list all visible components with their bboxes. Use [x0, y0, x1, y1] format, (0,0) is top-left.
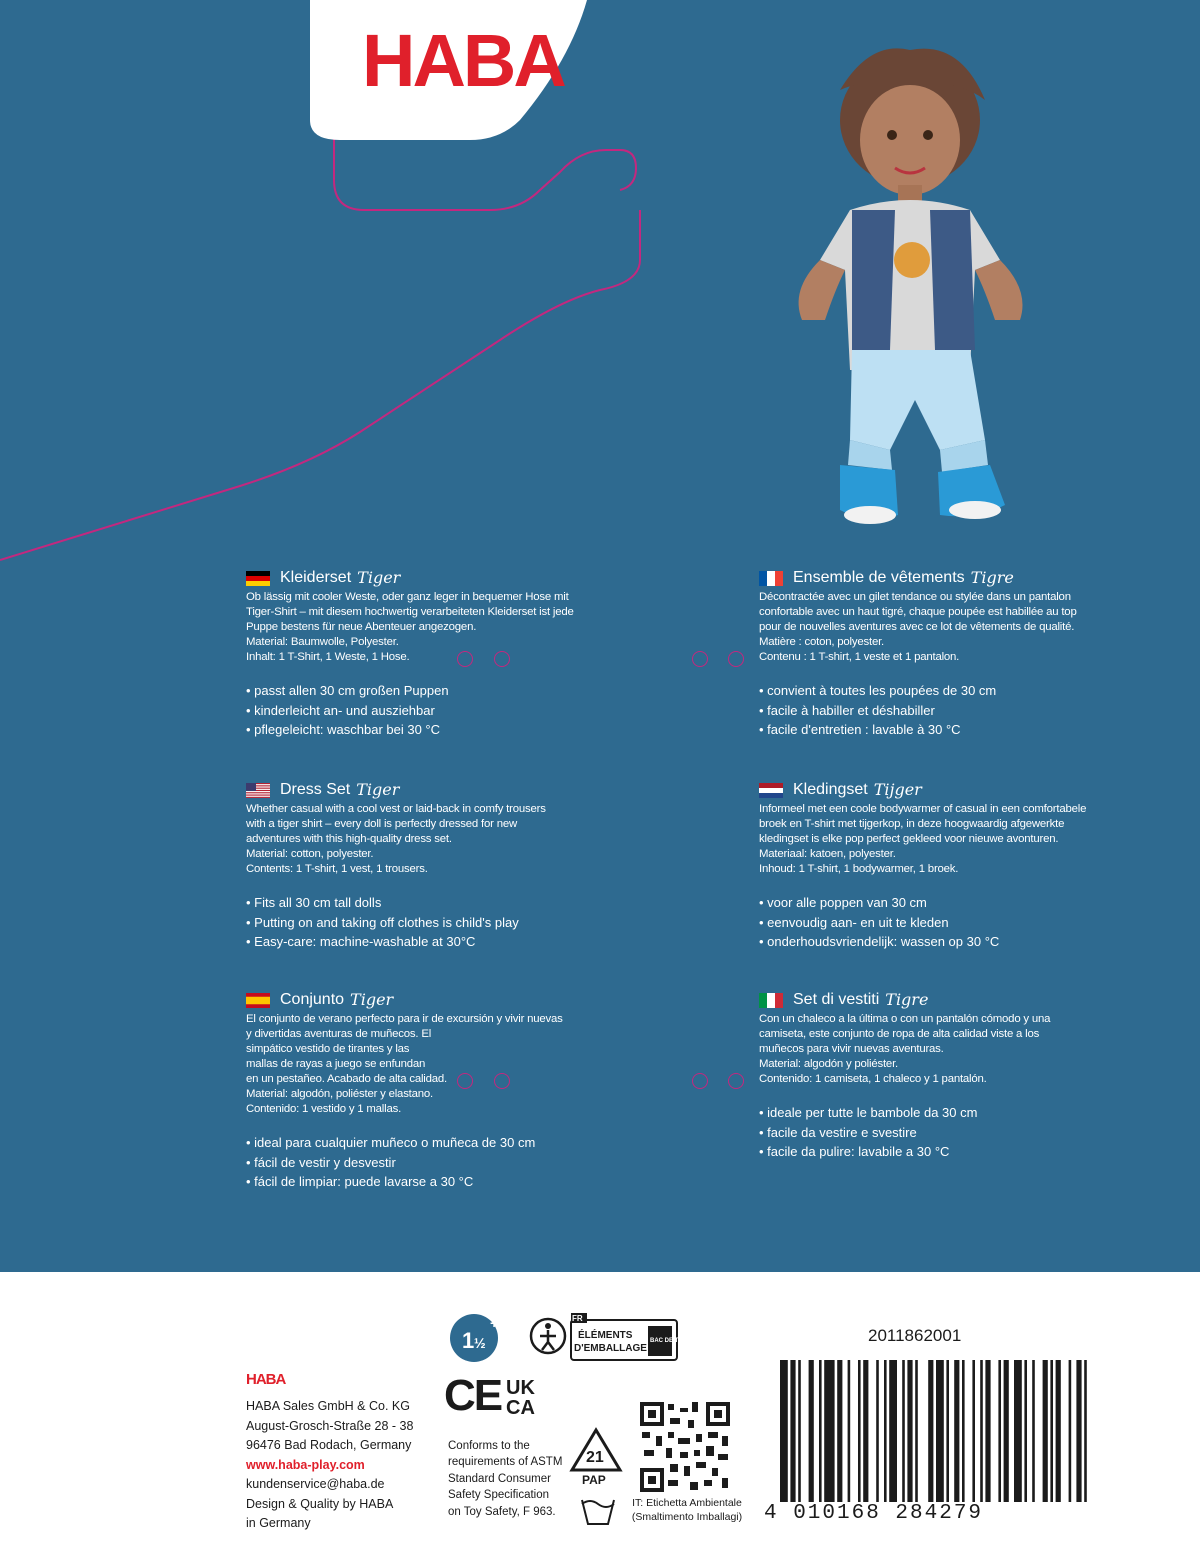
barcode-bar	[848, 1360, 851, 1502]
astm-conformity-text: Conforms to the requirements of ASTM Standard Consumer Safety Specification on Toy Safety, F 963.	[448, 1440, 563, 1518]
feature-item: • ideal para cualquier muñeco o muñeca de 30 cm	[246, 1135, 536, 1150]
title-script: Tiger	[350, 990, 394, 1009]
title-text: Kleiderset	[280, 569, 352, 586]
website-link[interactable]: www.haba-play.com	[246, 1457, 365, 1472]
ukca-mark-icon	[506, 1378, 535, 1418]
title-text: Set di vestiti	[793, 991, 880, 1008]
ukca-line-1: UK	[506, 1377, 535, 1399]
title-script: Tigre	[885, 990, 929, 1009]
barcode-bar	[1014, 1360, 1022, 1502]
description: Informeel met een coole bodywarmer of casual in een comfortabele broek en T-shirt met tijgerkop, in deze hoogwaardig afgewerkte kledingset is elke pop perfect gekleed voor nieuwe avonturen. Materiaal: katoen, polyester. Inhoud: 1 T-shirt, 1 bodywarmer, 1 broek.	[759, 803, 1087, 875]
feature-list	[759, 1103, 1119, 1162]
barcode-bar	[1050, 1360, 1053, 1502]
barcode-bar	[824, 1360, 834, 1502]
section-english	[246, 780, 606, 952]
feature-item: • onderhoudsvriendelijk: wassen op 30 °C	[759, 934, 1000, 949]
feature-item: • fácil de limpiar: puede lavarse a 30 °C	[246, 1174, 474, 1189]
description: Ob lässig mit cooler Weste, oder ganz leger in bequemer Hose mit Tiger-Shirt – mit diesem hochwertig verarbeiteten Kleiderset ist jede Puppe bestens für neue Abenteuer angezogen. Material: Baumwolle, Polyester. Inhalt: 1 T-Shirt, 1 Weste, 1 Hose.	[246, 591, 574, 663]
feature-list	[759, 681, 1119, 740]
sorting-info-label	[570, 1312, 685, 1362]
doll-photo	[780, 20, 1080, 530]
italian-environment-label: IT: Etichetta Ambientale (Smaltimento Imballagi)	[631, 1497, 743, 1523]
barcode-icon	[780, 1360, 1180, 1502]
triman-line-2: D'EMBALLAGE	[574, 1343, 647, 1354]
barcode-bar	[790, 1360, 795, 1502]
feature-item: • Easy-care: machine-washable at 30°C	[246, 934, 476, 949]
feature-item: • voor alle poppen van 30 cm	[759, 895, 927, 910]
section-dutch	[759, 780, 1119, 952]
barcode-bar	[936, 1360, 944, 1502]
section-title	[246, 780, 606, 800]
wash-30-icon	[578, 1490, 618, 1530]
feature-item: • ideale per tutte le bambole da 30 cm	[759, 1105, 978, 1120]
barcode-bar	[907, 1360, 912, 1502]
barcode-bar	[985, 1360, 990, 1502]
triman-icon	[528, 1314, 568, 1358]
description: Whether casual with a cool vest or laid-back in comfy trousers with a tiger shirt – every doll is perfectly dressed for new adventures with this high-quality dress set. Material: cotton, polyester. Contents: 1 T-shirt, 1 vest, 1 trousers.	[246, 803, 546, 875]
feature-list	[246, 893, 606, 952]
ukca-line-2: CA	[506, 1397, 535, 1419]
barcode-bar	[798, 1360, 801, 1502]
hang-hole-ring	[728, 651, 744, 667]
feature-item: • facile da vestire e svestire	[759, 1124, 917, 1140]
barcode-bar	[1004, 1360, 1009, 1502]
feature-item: • facile à habiller et déshabiller	[759, 702, 935, 718]
fr-flag-icon	[759, 571, 783, 586]
hang-hole-ring	[457, 1073, 473, 1089]
hang-hole-ring	[494, 651, 510, 667]
triman-bin-text: BAC DE TRI	[650, 1338, 685, 1344]
title-text: Dress Set	[280, 781, 351, 798]
feature-item: • Fits all 30 cm tall dolls	[246, 895, 382, 910]
description: Con un chaleco a la última o con un pantalón cómodo y una camiseta, este conjunto de ropa de alta calidad viste a los muñecos para vivir nuevas aventuras. Material: algodón y poliéster. Contenido: 1 camiseta, 1 chaleco y 1 pantalón.	[759, 1013, 1051, 1085]
nl-flag-icon	[759, 783, 783, 798]
barcode-bar	[902, 1360, 905, 1502]
section-title	[246, 568, 606, 588]
hang-hole-ring	[692, 1073, 708, 1089]
recycle-pap-icon	[568, 1426, 624, 1486]
barcode-bar	[1056, 1360, 1061, 1502]
es-flag-icon	[246, 993, 270, 1008]
description: Décontractée avec un gilet tendance ou stylée dans un pantalon confortable avec un haut tigré, chaque poupée est habillée au top pour de nouvelles aventures avec ce lot de vêtements de qualité. Matière : coton, polyester. Contenu : 1 T-shirt, 1 veste et 1 pantalon.	[759, 591, 1077, 663]
feature-item: • kinderleicht an- und ausziehbar	[246, 702, 435, 718]
hang-hole-ring	[728, 1073, 744, 1089]
barcode-bar	[998, 1360, 1001, 1502]
feature-item: • fácil de vestir y desvestir	[246, 1154, 396, 1170]
it-flag-icon	[759, 993, 783, 1008]
age-badge-icon	[448, 1310, 504, 1366]
barcode-bar	[1024, 1360, 1027, 1502]
title-text: Conjunto	[280, 991, 345, 1008]
section-title	[246, 990, 606, 1010]
barcode-bar	[1032, 1360, 1035, 1502]
age-badge-number: 1	[462, 1328, 475, 1353]
barcode-bar	[780, 1360, 788, 1502]
triman-line-1: ÉLÉMENTS	[578, 1330, 633, 1341]
barcode-bar	[1043, 1360, 1048, 1502]
barcode-bar	[863, 1360, 868, 1502]
section-italian	[759, 990, 1119, 1162]
barcode-bar	[980, 1360, 983, 1502]
section-title	[759, 780, 1119, 800]
section-title	[759, 990, 1119, 1010]
hang-hole-ring	[494, 1073, 510, 1089]
hang-hole-ring	[692, 651, 708, 667]
barcode-bar	[858, 1360, 861, 1502]
triman-country: FR	[572, 1314, 583, 1323]
hang-hole-ring	[457, 651, 473, 667]
feature-item: • convient à toutes les poupées de 30 cm	[759, 683, 997, 698]
company-address	[246, 1397, 413, 1534]
barcode-bar	[928, 1360, 933, 1502]
feature-item: • passt allen 30 cm großen Puppen	[246, 683, 449, 698]
us-flag-icon	[246, 783, 270, 798]
feature-item: • eenvoudig aan- en uit te kleden	[759, 914, 949, 930]
age-badge-plus: +	[490, 1315, 499, 1331]
barcode-bar	[915, 1360, 918, 1502]
haba-logo: HABA	[362, 19, 564, 102]
title-text: Ensemble de vêtements	[793, 569, 965, 586]
section-german	[246, 568, 606, 740]
title-script: Tigre	[970, 568, 1014, 587]
feature-list	[246, 681, 606, 740]
barcode-bar	[884, 1360, 887, 1502]
ean-number: 4 010168 284279	[764, 1502, 984, 1525]
de-flag-icon	[246, 571, 270, 586]
age-badge-fraction: ½	[474, 1335, 486, 1351]
haba-small-logo: HABA	[246, 1371, 286, 1388]
address-text: HABA Sales GmbH & Co. KG August-Grosch-Straße 28 - 38 96476 Bad Rodach, Germany	[246, 1399, 414, 1452]
feature-item: • pflegeleicht: waschbar bei 30 °C	[246, 722, 441, 737]
section-spanish	[246, 990, 606, 1192]
barcode-bar	[954, 1360, 959, 1502]
title-script: Tiger	[356, 780, 400, 799]
contact-text: kundenservice@haba.de Design & Quality by HABA in Germany	[246, 1477, 394, 1530]
barcode-bar	[1076, 1360, 1081, 1502]
qr-code-icon	[638, 1400, 732, 1494]
barcode-bar	[837, 1360, 842, 1502]
article-number: 2011862001	[868, 1326, 962, 1345]
section-french	[759, 568, 1119, 740]
recycle-code: 21	[586, 1449, 604, 1466]
feature-item: • facile da pulire: lavabile a 30 °C	[759, 1144, 950, 1159]
recycle-label: PAP	[582, 1473, 606, 1487]
barcode-bar	[1069, 1360, 1072, 1502]
section-title	[759, 568, 1119, 588]
title-script: Tijger	[873, 780, 922, 799]
feature-list	[246, 1133, 606, 1192]
barcode-bar	[972, 1360, 975, 1502]
feature-item: • Putting on and taking off clothes is child's play	[246, 914, 519, 930]
barcode-bar	[809, 1360, 814, 1502]
title-text: Kledingset	[793, 781, 868, 798]
barcode-bar	[876, 1360, 879, 1502]
barcode-bar	[946, 1360, 949, 1502]
title-script: Tiger	[357, 568, 401, 587]
feature-list	[759, 893, 1119, 952]
feature-item: • facile d'entretien : lavable à 30 °C	[759, 722, 961, 737]
barcode-bar	[1084, 1360, 1087, 1502]
barcode-bar	[889, 1360, 897, 1502]
barcode-bar	[962, 1360, 965, 1502]
description: El conjunto de verano perfecto para ir de excursión y vivir nuevas y divertidas aventuras de muñecos. El simpático vestido de tirantes y las mallas de rayas a juego se enfundan en un pestañeo. Acabado de alta calidad. Material: algodón, poliéster y elastano. Contenido: 1 vestido y 1 mallas.	[246, 1013, 563, 1115]
barcode-bar	[819, 1360, 822, 1502]
ce-mark-icon: CE	[444, 1371, 502, 1420]
